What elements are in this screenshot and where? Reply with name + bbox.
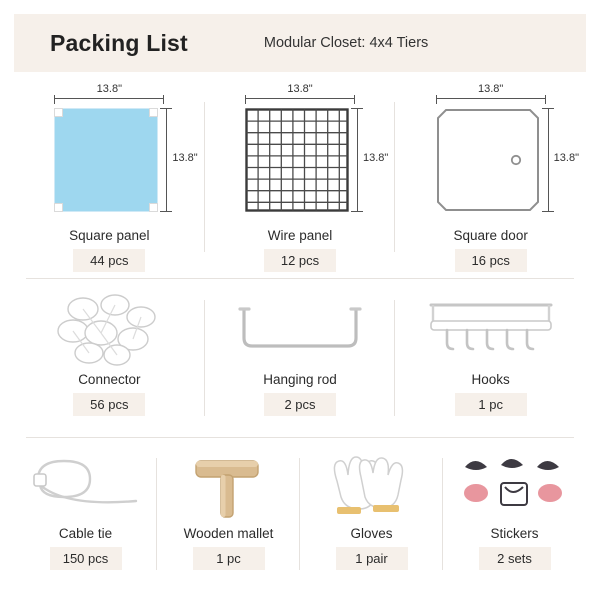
square-door-art — [436, 108, 540, 217]
item-wooden-mallet — [157, 440, 300, 588]
wooden-mallet-icon — [174, 447, 284, 523]
wooden-mallet-art — [174, 444, 284, 526]
item-hanging-rod — [205, 282, 396, 434]
hooks-rail-icon — [421, 299, 561, 361]
row-hardware — [14, 282, 586, 434]
square-panel-label: Square panel — [69, 228, 150, 243]
item-connector — [14, 282, 205, 434]
wire-panel-figure — [220, 78, 389, 228]
hooks-art — [421, 288, 561, 372]
page-title: Packing List — [50, 29, 188, 56]
square-door-qty-badge: 16 pcs — [455, 249, 527, 272]
hooks-qty-badge: 1 pc — [455, 393, 527, 416]
header-banner — [14, 14, 586, 72]
hanging-rod-art — [230, 288, 370, 372]
wire-panel-height-label: 13.8" — [363, 152, 389, 164]
wooden-mallet-qty-badge: 1 pc — [193, 547, 265, 570]
item-gloves — [300, 440, 443, 588]
hooks-label: Hooks — [471, 372, 510, 387]
row-panels — [14, 78, 586, 276]
square-panel-width-dimension — [54, 83, 164, 102]
stickers-label: Stickers — [490, 526, 539, 541]
wire-panel-width-dimension — [245, 83, 355, 102]
wire-panel-width-label: 13.8" — [245, 83, 355, 95]
gloves-art — [317, 444, 427, 526]
square-door-height-dimension — [544, 108, 579, 212]
wire-panel-height-dimension — [353, 108, 389, 212]
gloves-icon — [317, 447, 427, 523]
square-panel-art — [54, 108, 158, 212]
cable-tie-qty-badge: 150 pcs — [50, 547, 122, 570]
cable-tie-icon — [26, 449, 146, 521]
stickers-icon — [455, 449, 575, 521]
row-divider-1 — [26, 278, 574, 279]
blue-square-panel-icon — [54, 108, 158, 212]
wire-grid-panel-icon — [245, 108, 349, 212]
connector-label: Connector — [78, 372, 141, 387]
square-panel-width-label: 13.8" — [54, 83, 164, 95]
square-door-width-dimension — [436, 83, 546, 102]
hanging-rod-qty-badge: 2 pcs — [264, 393, 336, 416]
wire-panel-art — [245, 108, 349, 217]
wire-panel-label: Wire panel — [267, 228, 333, 243]
stickers-art — [455, 444, 575, 526]
square-door-height-label: 13.8" — [553, 152, 579, 164]
row-divider-2 — [26, 437, 574, 438]
square-panel-height-label: 13.8" — [172, 152, 198, 164]
connector-icon — [49, 291, 169, 369]
item-cable-tie — [14, 440, 157, 588]
square-door-label: Square door — [453, 228, 528, 243]
item-stickers — [443, 440, 586, 588]
gloves-qty-badge: 1 pair — [336, 547, 408, 570]
row-accessories — [14, 440, 586, 588]
square-panel-height-dimension — [162, 108, 198, 212]
square-door-icon — [436, 108, 540, 212]
item-hooks — [395, 282, 586, 434]
connector-qty-badge: 56 pcs — [73, 393, 145, 416]
wire-panel-qty-badge: 12 pcs — [264, 249, 336, 272]
header-subtitle: Modular Closet: 4x4 Tiers — [263, 35, 429, 51]
square-panel-qty-badge: 44 pcs — [73, 249, 145, 272]
gloves-label: Gloves — [350, 526, 393, 541]
item-wire-panel — [205, 78, 396, 276]
cable-tie-art — [26, 444, 146, 526]
square-door-figure — [411, 78, 579, 228]
stickers-qty-badge: 2 sets — [479, 547, 551, 570]
item-square-door — [395, 78, 586, 276]
hanging-rod-label: Hanging rod — [263, 372, 337, 387]
wooden-mallet-label: Wooden mallet — [183, 526, 274, 541]
square-panel-figure — [29, 78, 198, 228]
connector-art — [49, 288, 169, 372]
cable-tie-label: Cable tie — [58, 526, 113, 541]
item-square-panel — [14, 78, 205, 276]
hanging-rod-icon — [230, 300, 370, 360]
square-door-width-label: 13.8" — [436, 83, 546, 95]
